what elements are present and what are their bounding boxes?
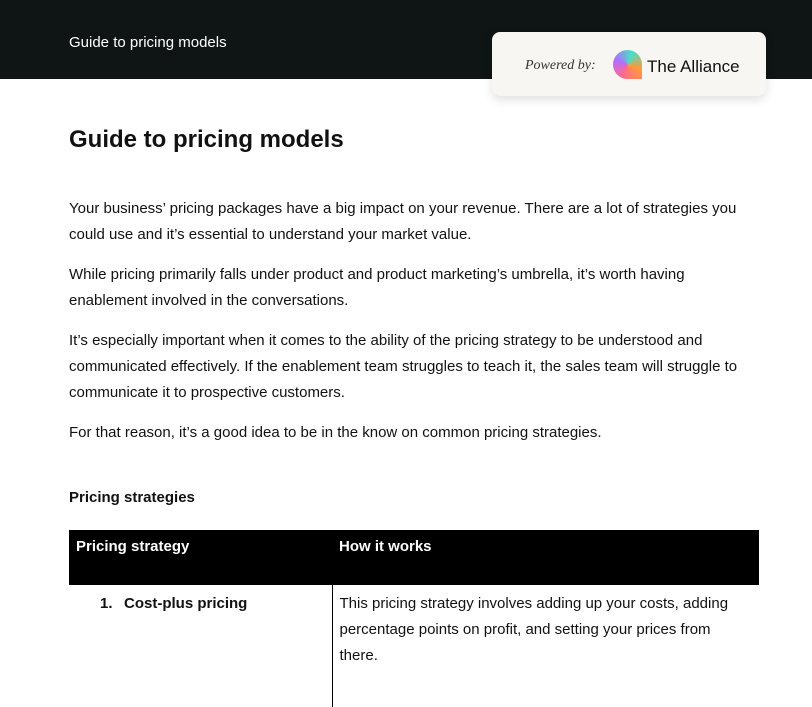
column-header: How it works: [332, 530, 759, 585]
paragraph: For that reason, it’s a good idea to be in the know on common pricing strategies.: [69, 424, 602, 441]
strategy-name: Cost-plus pricing: [124, 595, 248, 612]
header-title: Guide to pricing models: [69, 34, 227, 51]
column-header: Pricing strategy: [69, 530, 332, 585]
section-title: Pricing strategies: [69, 489, 195, 506]
paragraph: Your business’ pricing packages have a big impact on your revenue. There are a lot of strategies you could use and it’s essential to understand your market value.: [69, 200, 737, 243]
row-number: 1.: [100, 595, 113, 612]
table-row: [69, 585, 759, 707]
brand-name: The Alliance: [647, 57, 740, 76]
page-title: Guide to pricing models: [69, 126, 344, 153]
powered-by-badge[interactable]: [492, 32, 766, 96]
paragraph: While pricing primarily falls under product and product marketing’s umbrella, it’s worth having enablement involved in the conversations.: [69, 266, 685, 309]
strategy-description: This pricing strategy involves adding up your costs, adding percentage points on profit, and setting your prices from there.: [332, 585, 759, 707]
table-header-row: [69, 530, 759, 585]
powered-by-label: Powered by:: [525, 58, 596, 73]
top-bar: [0, 0, 812, 79]
paragraph: It’s especially important when it comes to the ability of the pricing strategy to be understood and communicated effectively. If the enablement team struggles to teach it, the sales team will struggle to communicate it to prospective customers.: [69, 332, 738, 401]
pricing-table: [69, 530, 759, 707]
alliance-logo-icon: [613, 50, 642, 79]
